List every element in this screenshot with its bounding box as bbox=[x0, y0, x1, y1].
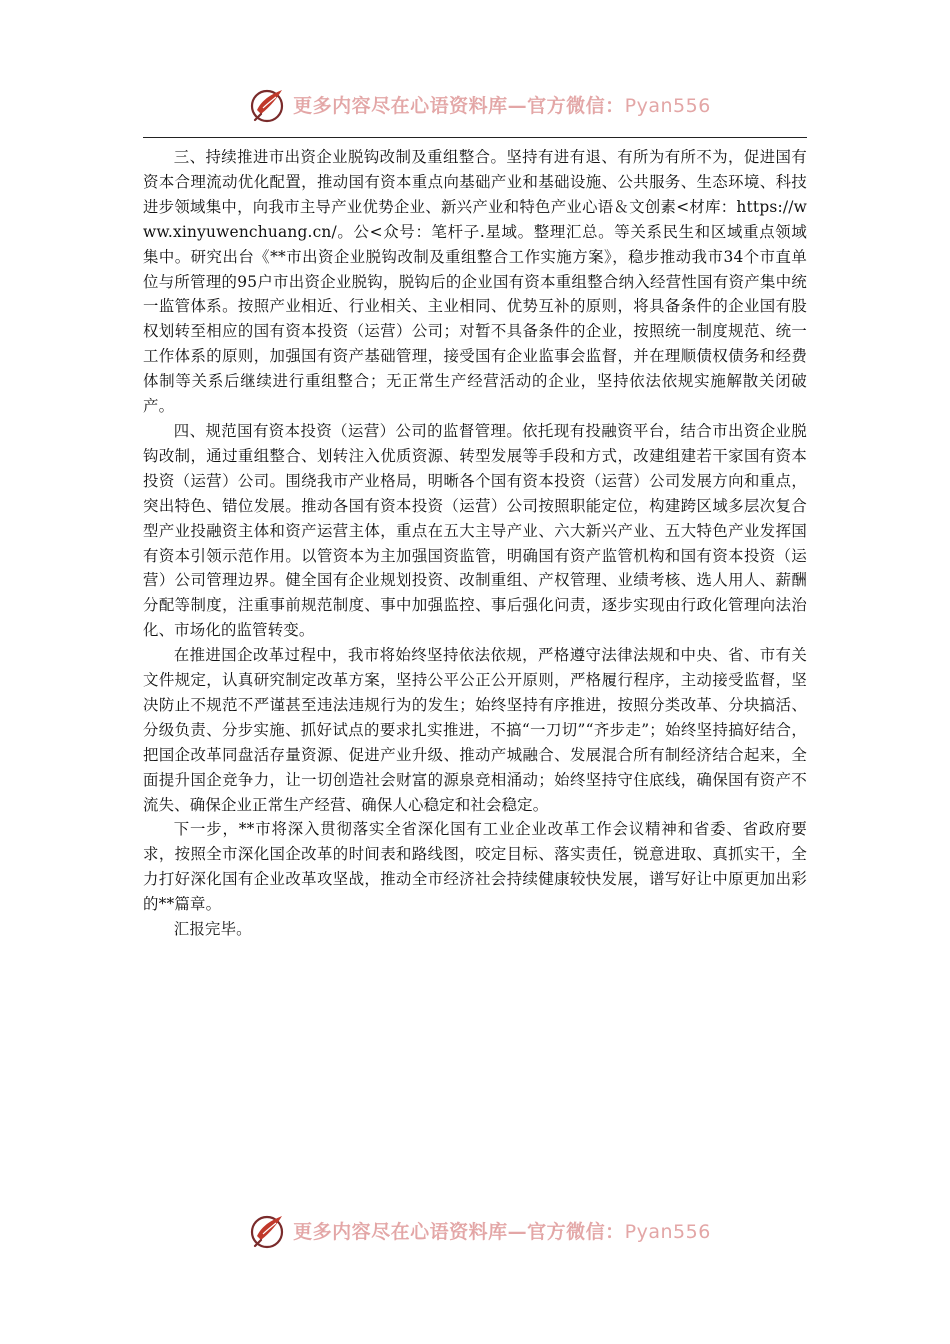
pen-logo-icon bbox=[249, 1210, 289, 1250]
footer-wechat-id: Pyan556 bbox=[624, 1220, 711, 1243]
paragraph-closing: 汇报完毕。 bbox=[173, 920, 252, 939]
header-banner-text: 更多内容尽在心语资料库—官方微信：Pyan556 bbox=[293, 94, 711, 117]
footer-banner-text: 更多内容尽在心语资料库—官方微信：Pyan556 bbox=[293, 1220, 711, 1243]
footer-banner bbox=[0, 1208, 950, 1252]
paragraph-section-three: 三、持续推进市出资企业脱钩改制及重组整合。坚持有进有退、有所为有所不为，促进国有资本合理流动优化配置，推动国有资本重点向基础产业和基础设施、公共服务、生态环境、科技进步领域集中，向我市主导产业优势企业、新兴产业和特色产业心语＆文创素<材库：https://www.xinyuwenchuang.cn/。公<众号：笔杆子.星域。整理汇总。等关系民生和区域重点领域集中。研究出台《**市出资企业脱钩改制及重组整合工作实施方案》，稳步推动我市34个市直单位与所管理的95户市出资企业脱钩，脱钩后的企业国有资本重组整合纳入经营性国有资产集中统一监管体系。按照产业相近、行业相关、主业相同、优势互补的原则，将具备条件的企业国有股权划转至相应的国有资本投资（运营）公司；对暂不具备条件的企业，按照统一制度规范、统一工作体系的原则，加强国有资产基础管理，接受国有企业监事会监督，并在理顺债权债务和经费体制等关系后继续进行重组整合；无正常生产经营活动的企业，坚持依法依规实施解散关闭破产。 bbox=[143, 148, 807, 416]
pen-logo-icon bbox=[249, 84, 289, 124]
header-banner bbox=[0, 82, 950, 126]
header-divider bbox=[143, 137, 807, 138]
paragraph-reform-principles: 在推进国企改革过程中，我市将始终坚持依法依规，严格遵守法律法规和中央、省、市有关文件规定，认真研究制定改革方案，坚持公平公正公开原则，严格履行程序，主动接受监督，坚决防止不规范不严谨甚至违法违规行为的发生；始终坚持有序推进，按照分类改革、分块搞活、分级负责、分步实施、抓好试点的要求扎实推进，不搞“一刀切”“齐步走”；始终坚持搞好结合，把国企改革同盘活存量资源、促进产业升级、推动产城融合、发展混合所有制经济结合起来，全面提升国企竞争力，让一切创造社会财富的源泉竞相涌动；始终坚持守住底线，确保国有资产不流失、确保企业正常生产经营、确保人心稳定和社会稳定。 bbox=[143, 646, 807, 814]
paragraph-next-steps: 下一步，**市将深入贯彻落实全省深化国有工业企业改革工作会议精神和省委、省政府要求，按照全市深化国企改革的时间表和路线图，咬定目标、落实责任，锐意进取、真抓实干，全力打好深化国有企业改革攻坚战，推动全市经济社会持续健康较快发展，谱写好让中原更加出彩的**篇章。 bbox=[143, 820, 807, 914]
header-wechat-id: Pyan556 bbox=[624, 94, 711, 117]
document-body bbox=[143, 145, 807, 942]
paragraph-section-four: 四、规范国有资本投资（运营）公司的监督管理。依托现有投融资平台，结合市出资企业脱钩改制，通过重组整合、划转注入优质资源、转型发展等手段和方式，改建组建若干家国有资本投资（运营）公司。围绕我市产业格局，明晰各个国有资本投资（运营）公司发展方向和重点，突出特色、错位发展。推动各国有资本投资（运营）公司按照职能定位，构建跨区域多层次复合型产业投融资主体和资产运营主体，重点在五大主导产业、六大新兴产业、五大特色产业发挥国有资本引领示范作用。以管资本为主加强国资监管，明确国有资产监管机构和国有资本投资（运营）公司管理边界。健全国有企业规划投资、改制重组、产权管理、业绩考核、选人用人、薪酬分配等制度，注重事前规范制度、事中加强监控、事后强化问责，逐步实现由行政化管理向法治化、市场化的监管转变。 bbox=[143, 421, 807, 640]
